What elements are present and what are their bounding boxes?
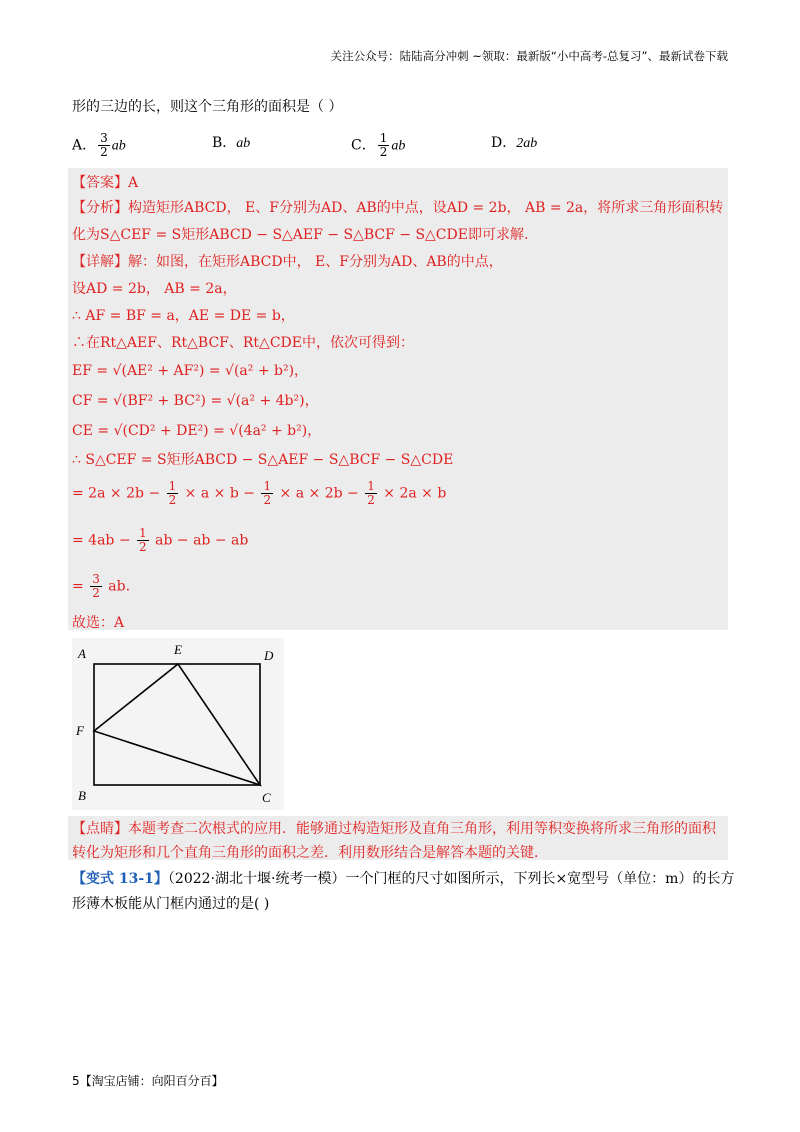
calc-line-2: = 4ab − $\frac{1}{2}$ ab − ab − ab bbox=[72, 526, 249, 554]
analysis-line-1: 【分析】构造矩形ABCD， E、F分别为AD、AB的中点，设AD = 2b， AB = 2a，将所求三角形面积转 bbox=[72, 200, 724, 216]
variant-line-1: 【变式 13-1】（2022·湖北十堰·统考一模）一个门框的尺寸如图所示，下列长×宽型号（单位：m）的长方 bbox=[72, 871, 735, 887]
equation-cf: CF = √(BF² + BC²) = √(a² + 4b²)， bbox=[72, 393, 319, 409]
equation-ce: CE = √(CD² + DE²) = √(4a² + b²)， bbox=[72, 423, 322, 439]
comment-line-1: 【点睛】本题考查二次根式的应用．能够通过构造矩形及直角三角形，利用等积变换将所求三角形的面积 bbox=[72, 821, 716, 837]
rectangle-abcd bbox=[94, 664, 260, 785]
label-e: E bbox=[174, 642, 182, 657]
detail-line-2: 设AD = 2b， AB = 2a， bbox=[72, 281, 237, 297]
label-b: B bbox=[78, 788, 86, 803]
detail-line-1: 【详解】解：如图，在矩形ABCD中， E、F分别为AD、AB的中点， bbox=[72, 254, 503, 270]
analysis-line-2: 化为S△CEF = S矩形ABCD − S△AEF − S△BCF − S△CDE即可求解. bbox=[72, 227, 529, 243]
calc-line-3: = $\frac{3}{2}$ ab. bbox=[72, 572, 131, 600]
question-stem: 形的三边的长，则这个三角形的面积是（ ） bbox=[72, 99, 343, 115]
conclusion: 故选：A bbox=[72, 615, 125, 631]
rectangle-figure bbox=[72, 638, 284, 810]
variant-line-2: 形薄木板能从门框内通过的是( ) bbox=[72, 896, 270, 912]
label-c: C bbox=[262, 790, 271, 805]
label-f: F bbox=[76, 723, 84, 738]
step-right-triangles: ∴在Rt△AEF、Rt△BCF、Rt△CDE中，依次可得到： bbox=[72, 335, 414, 351]
answer-line: 【答案】A bbox=[72, 175, 139, 191]
calc-line-1: = 2a × 2b − $\frac{1}{2}$ × a × b − $\frac{1}{2}$ × a × 2b − $\frac{1}{2}$ × 2a × b bbox=[72, 479, 447, 507]
step-midpoints: ∴ AF = BF = a，AE = DE = b， bbox=[72, 308, 295, 324]
page-footer: 5【淘宝店铺：向阳百分百】 bbox=[72, 1074, 224, 1088]
page-header: 关注公众号：陆陆高分冲刺 ~领取：最新版“小中高考-总复习”、最新试卷下载 bbox=[330, 49, 728, 63]
label-a: A bbox=[78, 646, 86, 661]
comment-line-2: 转化为矩形和几个直角三角形的面积之差．利用数形结合是解答本题的关键. bbox=[72, 845, 539, 861]
label-d: D bbox=[264, 648, 274, 663]
equation-ef: EF = √(AE² + AF²) = √(a² + b²)， bbox=[72, 363, 309, 379]
option-a: A． $\frac{3}{2}$ ab bbox=[72, 131, 126, 159]
area-expression: ∴ S△CEF = S矩形ABCD − S△AEF − S△BCF − S△CDE bbox=[72, 452, 454, 468]
figure-svg bbox=[72, 638, 284, 810]
triangle-cef bbox=[94, 664, 260, 785]
option-c: C． $\frac{1}{2}$ ab bbox=[351, 131, 406, 159]
option-d: D．2ab bbox=[491, 135, 538, 151]
option-b: B．ab bbox=[212, 135, 251, 151]
